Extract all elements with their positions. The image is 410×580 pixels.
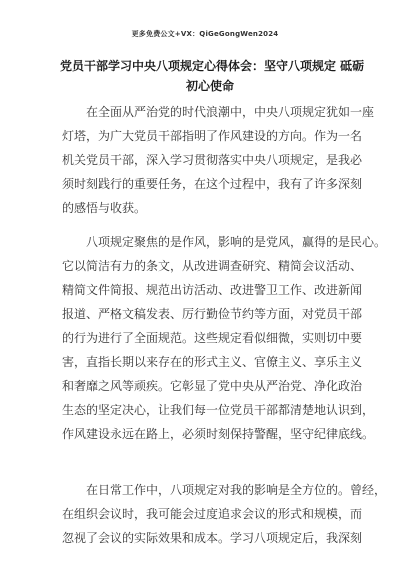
paragraph-line: 在日常工作中，八项规定对我的影响是全方位的。曾经， xyxy=(86,483,387,497)
paragraph-line: 作风建设永远在路上，必须时刻保持警醒，坚守纪律底线。 xyxy=(62,427,375,441)
paragraph-line: 机关党员干部，深入学习贯彻落实中央八项规定，是我必 xyxy=(62,153,363,167)
paragraph-line: 它以简洁有力的条文，从改进调查研究、精简会议活动、 xyxy=(62,259,363,273)
paragraph-line: 害，直指长期以来存在的形式主义、官僚主义、享乐主义 xyxy=(62,355,363,369)
paragraph-line: 生态的坚定决心，让我们每一位党员干部都清楚地认识到， xyxy=(62,403,375,417)
title-line: 党员干部学习中央八项规定心得体会：坚守八项规定 砥砺 xyxy=(60,59,365,73)
paragraph-line: 忽视了会议的实际效果和成本。学习八项规定后，我深刻 xyxy=(62,531,363,545)
paragraph-regulations xyxy=(62,230,387,446)
paragraph-line: 灯塔，为广大党员干部指明了作风建设的方向。作为一名 xyxy=(62,129,363,143)
document-title xyxy=(60,56,365,96)
paragraph-intro xyxy=(62,100,375,220)
paragraph-line: 八项规定聚焦的是作风，影响的是党风，赢得的是民心。 xyxy=(86,235,387,249)
paragraph-line: 在全面从严治党的时代浪潮中，中央八项规定犹如一座 xyxy=(86,105,375,119)
paragraph-line: 报道、严格文稿发表、厉行勤俭节约等方面，对党员干部 xyxy=(62,307,363,321)
paragraph-line: 的行为进行了全面规范。这些规定看似细微，实则切中要 xyxy=(62,331,363,345)
title-line: 初心使命 xyxy=(185,79,234,93)
paragraph-line: 在组织会议时，我可能会过度追求会议的形式和规模，而 xyxy=(62,507,363,521)
paragraph-daily-work xyxy=(62,478,387,550)
paragraph-line: 和奢靡之风等顽疾。它彰显了党中央从严治党、净化政治 xyxy=(62,379,363,393)
paragraph-line: 精简文件简报、规范出访活动、改进警卫工作、改进新闻 xyxy=(62,283,363,297)
header-note: 更多免费公文+VX：QiGeGongWen2024 xyxy=(131,30,279,38)
paragraph-line: 须时刻践行的重要任务，在这个过程中，我有了许多深刻 xyxy=(62,177,363,191)
paragraph-line: 的感悟与收获。 xyxy=(62,201,147,215)
